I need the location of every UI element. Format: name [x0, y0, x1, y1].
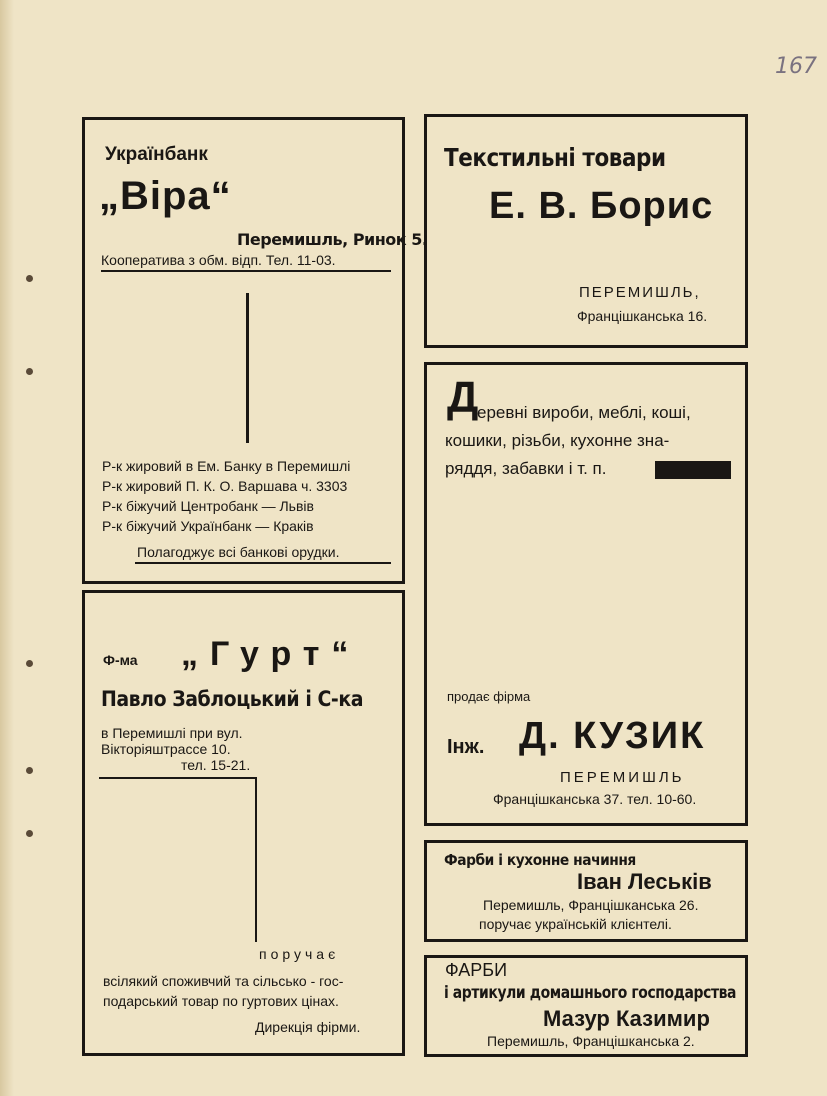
firm-owner: Павло Заблоцький і С-ка	[101, 687, 364, 711]
page-number: 167	[775, 54, 817, 79]
goods-line: ряддя, забавки і т. п.	[445, 459, 607, 478]
rule	[99, 777, 257, 779]
address: Францішканська 37. тел. 10-60.	[493, 791, 697, 807]
firm-name: Мазур Казимир	[543, 1006, 710, 1031]
phone: тел. 15-21.	[181, 757, 251, 773]
account-line: Р-к жировий в Ем. Банку в Перемишлі	[102, 458, 351, 474]
account-line: Р-к жировий П. К. О. Варшава ч. 3303	[102, 478, 348, 494]
city: ПЕРЕМИШЛЬ,	[579, 284, 701, 301]
page-edge	[0, 0, 14, 1096]
ad-borys	[424, 114, 748, 348]
address-line: Вікторіяштрассе 10.	[101, 741, 231, 757]
goods-line: еревні вироби, меблі, коші,	[477, 403, 691, 422]
firm-prefix: Ф-ма	[103, 652, 138, 668]
note: поручає українській клієнтелі.	[479, 916, 672, 932]
address: Перемишль, Францішканська 26.	[483, 897, 699, 913]
coop-line: Кооператива з обм. відп. Тел. 11-03.	[101, 252, 336, 268]
binding-hole	[26, 368, 33, 375]
binding-hole	[26, 830, 33, 837]
heading: ФАРБИ	[445, 960, 508, 980]
binding-hole	[26, 275, 33, 282]
ad-gurt	[82, 590, 405, 1056]
address: Перемишль, Францішканська 2.	[487, 1033, 695, 1049]
subheading: і артикули домашнього господарства	[444, 983, 737, 1003]
account-line: Р-к біжучий Українбанк — Краків	[102, 518, 314, 534]
bank-address: Перемишль, Ринок 5.	[237, 230, 428, 249]
goods-line: всілякий споживчий та сільсько - гос-	[103, 973, 344, 989]
firm-name: „Гурт“	[181, 635, 361, 673]
ad-kuzyk	[424, 362, 748, 826]
category: Фарби і кухонне начиння	[444, 851, 636, 869]
dropcap: Д	[447, 373, 479, 422]
firm-name: Е. В. Борис	[489, 185, 714, 227]
category: Текстильні товари	[444, 143, 666, 172]
recommends: поручає	[259, 946, 340, 962]
ad-mazur	[424, 955, 748, 1057]
binding-hole	[26, 660, 33, 667]
binding-hole	[26, 767, 33, 774]
firm-name: Д. КУЗИК	[519, 715, 706, 757]
bank-name: „Віра“	[99, 174, 232, 218]
sells-label: продає фірма	[447, 689, 531, 704]
title: Інж.	[447, 736, 485, 758]
city: ПЕРЕМИШЛЬ	[560, 769, 685, 786]
ad-virabank	[82, 117, 428, 584]
services-line: Полагоджує всі банкові орудки.	[137, 544, 340, 560]
goods-line: кошики, різьби, кухонне зна-	[445, 431, 670, 450]
vertical-rule	[246, 293, 249, 443]
account-line: Р-к біжучий Центробанк — Львів	[102, 498, 314, 514]
street: Францішканська 16.	[577, 308, 708, 324]
address-line: в Перемишлі при вул.	[101, 725, 243, 741]
ad-leskiv	[424, 840, 748, 942]
rule	[255, 777, 257, 942]
ink-block	[655, 461, 731, 479]
divider	[135, 562, 391, 564]
divider	[101, 270, 391, 272]
firm-name: Іван Леськів	[577, 869, 712, 894]
bank-label: Українбанк	[105, 144, 208, 165]
goods-line: подарський товар по гуртових цінах.	[103, 993, 339, 1009]
signature: Дирекція фірми.	[255, 1019, 361, 1035]
